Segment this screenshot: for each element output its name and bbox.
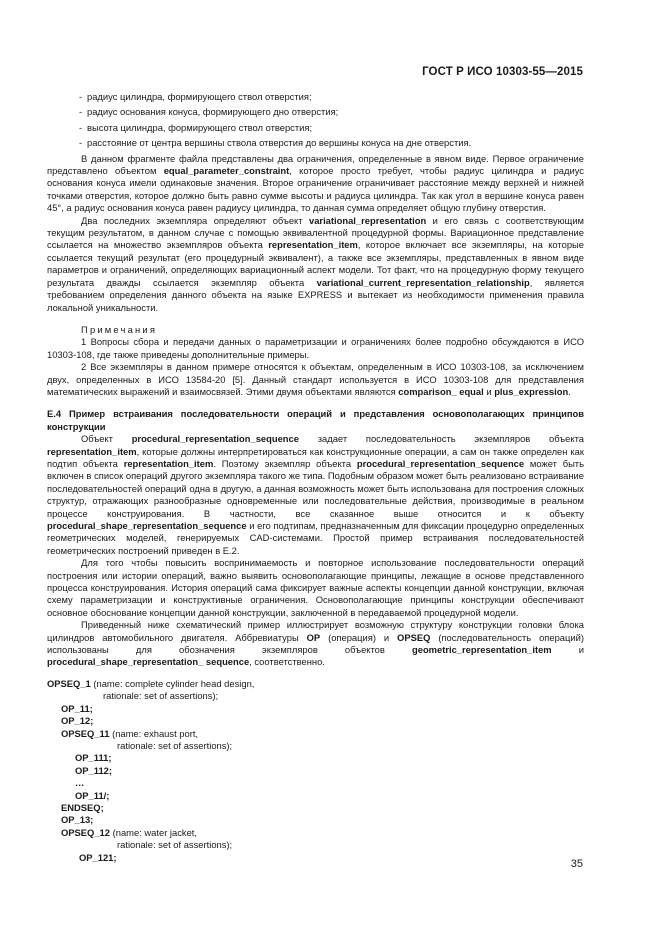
code-line: OP_12;: [61, 715, 94, 727]
list-item: - радиус основания конуса, формирующего дно отверстия;: [79, 106, 339, 118]
list-item: - расстояние от центра вершины ствола отверстия до вершины конуса на дне отверстия.: [79, 137, 472, 149]
code-line: rationale: set of assertions);: [117, 739, 233, 751]
code-line: rationale: set of assertions);: [103, 690, 219, 702]
code-line: ENDSEQ;: [61, 801, 104, 813]
standard-header: ГОСТ Р ИСО 10303-55—2015: [422, 66, 583, 78]
code-line: OPSEQ_1 (name: complete cylinder head design,: [47, 677, 255, 689]
list-item: - высота цилиндра, формирующего ствол отверстия;: [79, 121, 313, 133]
paragraph: Два последних экземпляра определяют объект variational_representation и его связь с соответствующим текущим результатом, в данном случае с помощью эквивалентной процедурной формы. Вариационное представление ссылается на множество экземпляров объекта representation_item, которое включает все экземпляры, на которые ссылается текущий результат (его процедурный эквивалент), а также все экземпляры, представленных в явном виде параметров и ограничений, определяющих вариационный аспект модели. Тот факт, что на процедурную форму текущего результата дважды ссылается экземпляр объекта variational_current_representation_relationship, является требованием определения данного объекта на языке EXPRESS и вытекает из необходимости применения правила локальной уникальности.: [47, 214, 585, 313]
code-line: OP_11;: [61, 702, 93, 714]
page-number: 35: [570, 858, 583, 870]
code-line: OP_112;: [75, 764, 113, 776]
code-line: OPSEQ_12 (name: water jacket,: [61, 826, 198, 838]
code-line: OPSEQ_11 (name: exhaust port,: [61, 727, 199, 739]
code-line: OP_111;: [75, 752, 112, 764]
code-line: OP_13;: [61, 814, 94, 826]
code-line: OP_121;: [79, 851, 117, 863]
paragraph: В данном фрагменте файла представлены два ограничения, определенные в явном виде. Первое ограничение представлено объектом equal_parameter_constraint, которое просто требует, чтобы радиус цилиндра и радиус основания конуса имели одинаковые значения. Второе ограничение ограничивает расстояние между верхней и нижней точками отверстия, которое должно быть равно сумме высоты и радиуса цилиндра. Так как угол в вершине конуса равен 45°, а радиус основания конуса равен радиусу цилиндра, то данная сумма определяет общую глубину отверстия.: [47, 152, 584, 214]
note-item: 1 Вопросы сбора и передачи данных о параметризации и ограничениях более подробно обсуждаются в ИСО 10303-108, где также приведены дополнительные примеры.: [47, 336, 584, 360]
note-item: 2 Все экземпляры в данном примере относятся к объектам, определенным в ИСО 10303-108, за исключением двух, определенных в ИСО 13584-20 [5]. Данный стандарт используется в ИСО 10303-108 для представления математических выражений и взаимосвязей. Этими двумя объектами являются comparison_ equal и plus_expression.: [47, 361, 584, 397]
list-item: - радиус цилиндра, формирующего ствол отверстия;: [79, 91, 312, 102]
code-line: …: [75, 777, 85, 789]
section-heading: Е.4 Пример встраивания последовательности операций и представления основополагающих принципов конструкции: [47, 408, 584, 432]
paragraph: Приведенный ниже схематический пример иллюстрирует возможную структуру конструкции головки блока цилиндров автомобильного двигателя. Аббревиатуры OP (операция) и OPSEQ (последовательность операций) использованы для обозначения экземпляров объектов geometric_representation_item и procedural_shape_representation_ sequence, соответственно.: [47, 619, 585, 668]
code-line: OP_11/;: [75, 789, 110, 801]
paragraph: Для того чтобы повысить воспринимаемость и повторное использование последовательности операций построения или истории операций, важно выявить основополагающие принципы, лежащие в основе представленного процесса конструирования. История операций сама фиксирует важные аспекты концепции данной конструкции, включая схему параметризации и конструктивные ограничения. Основополагающие принципы конструкции обеспечивают основное обоснование концепции данной конструкции, заключенной в передаваемой процедурной модели.: [47, 557, 584, 618]
code-example: [47, 678, 584, 864]
notes-heading: Примечания: [81, 323, 158, 335]
code-line: rationale: set of assertions);: [117, 839, 233, 851]
paragraph: Объект procedural_representation_sequence задает последовательность экземпляров объекта representation_item, которые должны интерпретироваться как конструкционные операции, а сам он также определен как подтип объекта representation_item. Поэтому экземпляр объекта procedural_representation_sequence может быть включен в список операций другого экземпляра такого же типа. Подобным образом может быть реализовано встраивание последовательностей операций одна в другую, а данная возможность может быть использована для построения сложных структур, отражающих разнообразные одновременные или последовательные действия, производимые в реальном процессе конструирования. В частности, все сказанное выше относится и к объекту procedural_shape_representation_sequence и его подтипам, предназначенным для фиксации процедурно определенных геометрических моделей, генерируемых CAD-системами. Простой пример встраивания последовательностей геометрических построений приведен в Е.2.: [47, 433, 584, 556]
document-body: [47, 91, 584, 864]
